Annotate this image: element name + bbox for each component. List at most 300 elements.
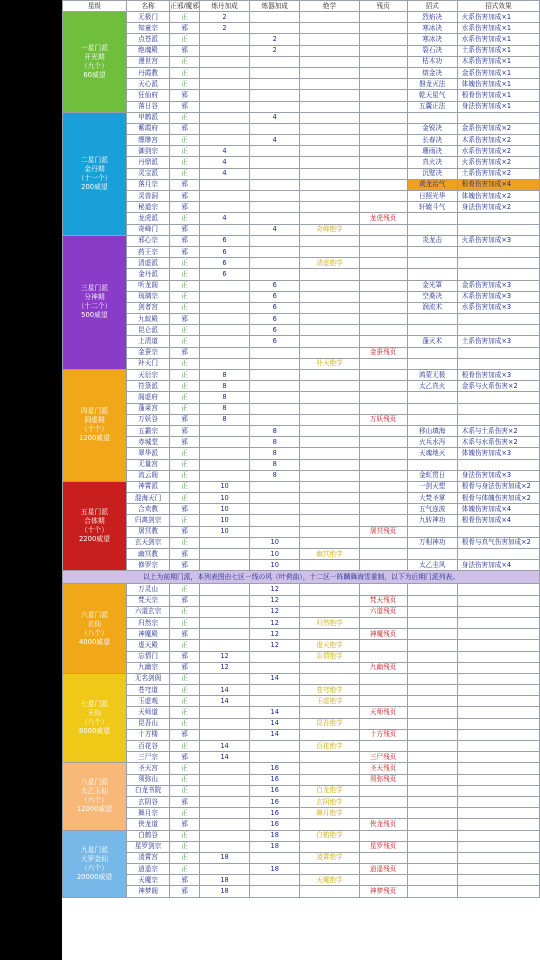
sect-row	[63, 459, 540, 470]
sect-name: 凌霄宫	[126, 852, 169, 863]
technique	[300, 213, 359, 224]
sect-name: 剑者宫	[126, 302, 169, 313]
alchemy-bonus	[199, 830, 249, 841]
alchemy-bonus	[199, 135, 249, 146]
sect-row	[63, 606, 540, 617]
forging-bonus: 18	[250, 864, 300, 875]
technique	[300, 56, 359, 67]
technique	[300, 864, 359, 875]
technique: 归然绝学	[300, 617, 359, 628]
forging-bonus: 8	[250, 470, 300, 481]
move-name	[407, 595, 457, 606]
remnant-page: 金蚕残页	[359, 347, 407, 358]
sect-name: 缥缈宫	[126, 135, 169, 146]
move-name	[407, 875, 457, 886]
move-effect	[457, 414, 539, 425]
remnant-page	[359, 45, 407, 56]
move-name	[407, 819, 457, 830]
move-effect	[457, 651, 539, 662]
sect-row	[63, 246, 540, 257]
sect-row	[63, 425, 540, 436]
alignment: 邪	[170, 191, 200, 202]
move-effect: 体魄伤害加成×3	[457, 448, 539, 459]
forging-bonus	[250, 191, 300, 202]
alignment: 正	[170, 392, 200, 403]
alchemy-bonus	[199, 808, 249, 819]
sect-row	[63, 90, 540, 101]
alignment: 邪	[170, 819, 200, 830]
move-name	[407, 741, 457, 752]
forging-bonus	[250, 381, 300, 392]
alignment: 正	[170, 112, 200, 123]
alignment: 邪	[170, 425, 200, 436]
remnant-page	[359, 246, 407, 257]
technique: 奇峰绝学	[300, 224, 359, 235]
move-effect: 火系伤害加成×2	[457, 157, 539, 168]
alignment: 邪	[170, 224, 200, 235]
alchemy-bonus	[199, 123, 249, 134]
alignment: 邪	[170, 437, 200, 448]
alchemy-bonus: 18	[199, 875, 249, 886]
alchemy-bonus	[199, 459, 249, 470]
move-name: 五气连波	[407, 504, 457, 515]
remnant-page: 六道残页	[359, 606, 407, 617]
tier-label: 大罗金仙	[80, 854, 109, 863]
forging-bonus: 6	[250, 291, 300, 302]
alchemy-bonus	[199, 202, 249, 213]
forging-bonus: 8	[250, 459, 300, 470]
sect-row	[63, 493, 540, 504]
forging-bonus	[250, 123, 300, 134]
alignment: 邪	[170, 729, 200, 740]
forging-bonus: 14	[250, 729, 300, 740]
header-cell: 正邪/魔邪	[170, 1, 199, 10]
move-effect	[457, 595, 539, 606]
alignment: 正	[170, 146, 200, 157]
tier-label: 玄仙	[87, 619, 102, 628]
remnant-page	[359, 808, 407, 819]
sect-name: 万灵山	[126, 584, 169, 595]
tier-label: 二星门派	[80, 155, 109, 164]
move-name	[407, 584, 457, 595]
technique	[300, 325, 359, 336]
alignment: 正	[170, 741, 200, 752]
move-effect	[457, 224, 539, 235]
sect-name: 白鹤谷	[126, 830, 169, 841]
move-effect	[457, 886, 539, 897]
sect-name: 万妖谷	[126, 414, 169, 425]
sect-row	[63, 741, 540, 752]
technique: 清虚绝学	[300, 258, 359, 269]
forging-bonus	[250, 414, 300, 425]
sect-row	[63, 504, 540, 515]
technique	[300, 403, 359, 414]
move-name: 移山填海	[407, 425, 457, 436]
alchemy-bonus	[199, 56, 249, 67]
sect-name: 阁虚府	[126, 392, 169, 403]
move-name	[407, 392, 457, 403]
sect-name: 邪心宗	[126, 235, 169, 246]
remnant-page	[359, 101, 407, 112]
sect-name: 清虚派	[126, 258, 169, 269]
remnant-page: 十方残页	[359, 729, 407, 740]
header-row	[63, 1, 540, 12]
technique	[300, 179, 359, 190]
move-effect: 根骨与体魄伤害加成×2	[457, 493, 539, 504]
remnant-page	[359, 830, 407, 841]
technique	[300, 673, 359, 684]
sect-name: 绝魂殿	[126, 45, 169, 56]
forging-bonus: 6	[250, 325, 300, 336]
move-effect: 木系与土系伤害×2	[457, 425, 539, 436]
alchemy-bonus	[199, 640, 249, 651]
forging-bonus: 14	[250, 673, 300, 684]
sect-name: 补天门	[126, 358, 169, 369]
move-effect: 体魄伤害加成×2	[457, 191, 539, 202]
alchemy-bonus	[199, 45, 249, 56]
sect-name: 神梦阁	[126, 886, 169, 897]
alchemy-bonus: 18	[199, 852, 249, 863]
move-effect	[457, 696, 539, 707]
alignment: 邪	[170, 101, 200, 112]
header-cell: 炼丹加成	[199, 1, 249, 12]
move-effect	[457, 584, 539, 595]
forging-bonus	[250, 101, 300, 112]
technique	[300, 12, 359, 23]
technique	[300, 79, 359, 90]
move-effect	[457, 741, 539, 752]
move-name	[407, 718, 457, 729]
alignment: 正	[170, 213, 200, 224]
remnant-page	[359, 718, 407, 729]
move-effect	[457, 358, 539, 369]
forging-bonus	[250, 370, 300, 381]
alchemy-bonus	[199, 549, 249, 560]
remnant-page	[359, 23, 407, 34]
remnant-page: 逍遥残页	[359, 864, 407, 875]
forging-bonus: 12	[250, 606, 300, 617]
alignment: 正	[170, 79, 200, 90]
alchemy-bonus: 8	[199, 392, 249, 403]
remnant-page: 万妖残页	[359, 414, 407, 425]
technique	[300, 101, 359, 112]
technique	[300, 437, 359, 448]
remnant-page	[359, 459, 407, 470]
forging-bonus	[250, 504, 300, 515]
technique	[300, 414, 359, 425]
alchemy-bonus	[199, 774, 249, 785]
forging-bonus: 8	[250, 437, 300, 448]
header-cell: 名称	[126, 1, 169, 12]
remnant-page: 三尸残页	[359, 752, 407, 763]
alignment: 正	[170, 673, 200, 684]
alignment: 邪	[170, 246, 200, 257]
sect-row	[63, 875, 540, 886]
tier-label: 2200威望	[78, 535, 110, 544]
alchemy-bonus	[199, 448, 249, 459]
remnant-page	[359, 269, 407, 280]
move-effect	[457, 852, 539, 863]
forging-bonus	[250, 213, 300, 224]
sect-name: 药王宗	[126, 246, 169, 257]
technique	[300, 291, 359, 302]
move-effect: 金系伤害加成×1	[457, 67, 539, 78]
move-name	[407, 213, 457, 224]
move-name: 熔金决	[407, 67, 457, 78]
forging-bonus: 12	[250, 629, 300, 640]
sect-row	[63, 291, 540, 302]
forging-bonus: 8	[250, 448, 300, 459]
remnant-page	[359, 336, 407, 347]
technique	[300, 336, 359, 347]
tier-cell	[63, 763, 127, 830]
tier-label: 4000威望	[78, 637, 110, 646]
technique	[300, 45, 359, 56]
sect-row	[63, 79, 540, 90]
alignment: 正	[170, 168, 200, 179]
forging-bonus: 10	[250, 537, 300, 548]
technique	[300, 774, 359, 785]
move-name	[407, 403, 457, 414]
tier-label: 六星门派	[80, 610, 109, 619]
tier-cell	[63, 235, 127, 369]
move-name: 金光罩	[407, 280, 457, 291]
alchemy-bonus: 8	[199, 414, 249, 425]
sect-row	[63, 101, 540, 112]
alignment: 邪	[170, 414, 200, 425]
alignment: 邪	[170, 796, 200, 807]
technique	[300, 23, 359, 34]
sect-row	[63, 886, 540, 897]
move-effect	[457, 246, 539, 257]
move-effect	[457, 213, 539, 224]
sect-name: 天衍宗	[126, 370, 169, 381]
sect-row	[63, 526, 540, 537]
tier-label: （六个）	[80, 863, 109, 872]
forging-bonus	[250, 269, 300, 280]
move-name: 寒冰决	[407, 23, 457, 34]
move-name	[407, 852, 457, 863]
alignment: 邪	[170, 504, 200, 515]
remnant-page	[359, 258, 407, 269]
remnant-page: 侠龙残页	[359, 819, 407, 830]
forging-bonus	[250, 886, 300, 897]
header-cell: 炼器加成	[250, 1, 300, 12]
sect-row	[63, 629, 540, 640]
technique	[300, 504, 359, 515]
move-effect	[457, 325, 539, 336]
remnant-page	[359, 504, 407, 515]
alignment: 正	[170, 370, 200, 381]
sect-name: 天魔宗	[126, 875, 169, 886]
sect-name: 玄阴谷	[126, 796, 169, 807]
move-effect: 金系伤害加成×3	[457, 280, 539, 291]
move-name: 大梵圣掌	[407, 493, 457, 504]
technique	[300, 448, 359, 459]
technique	[300, 729, 359, 740]
remnant-page: 神梦残页	[359, 886, 407, 897]
sect-name: 无极门	[126, 12, 169, 23]
technique	[300, 135, 359, 146]
sect-row	[63, 470, 540, 481]
move-effect	[457, 673, 539, 684]
alchemy-bonus	[199, 34, 249, 45]
alchemy-bonus	[199, 101, 249, 112]
alignment: 正	[170, 135, 200, 146]
tier-label: （十一个）	[77, 173, 112, 182]
alchemy-bonus	[199, 796, 249, 807]
forging-bonus	[250, 179, 300, 190]
remnant-page	[359, 235, 407, 246]
forging-bonus: 14	[250, 718, 300, 729]
remnant-page	[359, 448, 407, 459]
move-name	[407, 864, 457, 875]
remnant-page	[359, 112, 407, 123]
move-effect	[457, 685, 539, 696]
forging-bonus: 16	[250, 763, 300, 774]
move-name: 天魂地灭	[407, 448, 457, 459]
move-effect: 火系伤害加成×1	[457, 12, 539, 23]
alignment: 邪	[170, 595, 200, 606]
move-effect	[457, 606, 539, 617]
sect-row	[63, 414, 540, 425]
technique	[300, 202, 359, 213]
technique	[300, 752, 359, 763]
technique: 忘情绝学	[300, 651, 359, 662]
move-name	[407, 314, 457, 325]
forging-bonus	[250, 146, 300, 157]
alignment: 正	[170, 493, 200, 504]
move-effect: 木系伤害加成×2	[457, 135, 539, 146]
remnant-page	[359, 56, 407, 67]
move-effect	[457, 707, 539, 718]
move-effect	[457, 549, 539, 560]
sect-name: 灵兽洞	[126, 191, 169, 202]
remnant-page	[359, 651, 407, 662]
alchemy-bonus: 10	[199, 504, 249, 515]
remnant-page	[359, 358, 407, 369]
sect-name: 合欢教	[126, 504, 169, 515]
move-effect	[457, 629, 539, 640]
forging-bonus	[250, 79, 300, 90]
alchemy-bonus	[199, 560, 249, 571]
technique	[300, 269, 359, 280]
alignment: 邪	[170, 314, 200, 325]
sect-row	[63, 662, 540, 673]
note-row	[63, 571, 540, 584]
sect-row	[63, 448, 540, 459]
sect-row	[63, 258, 540, 269]
technique	[300, 381, 359, 392]
alignment: 正	[170, 696, 200, 707]
alignment: 邪	[170, 179, 200, 190]
alignment: 正	[170, 336, 200, 347]
move-effect: 根骨伤害加成×4	[457, 179, 539, 190]
move-name: 乾天星气	[407, 90, 457, 101]
forging-bonus	[250, 347, 300, 358]
sect-name: 流云阁	[126, 470, 169, 481]
sect-name: 三尸宗	[126, 752, 169, 763]
forging-bonus	[250, 67, 300, 78]
forging-bonus	[250, 685, 300, 696]
alignment: 正	[170, 606, 200, 617]
sect-row	[63, 179, 540, 190]
tier-cell	[63, 481, 127, 571]
alchemy-bonus: 8	[199, 381, 249, 392]
alchemy-bonus	[199, 537, 249, 548]
forging-bonus: 2	[250, 45, 300, 56]
tier-cell	[63, 830, 127, 897]
move-name: 一剑天塑	[407, 481, 457, 492]
move-name	[407, 785, 457, 796]
alchemy-bonus	[199, 224, 249, 235]
remnant-page	[359, 549, 407, 560]
move-effect: 体魄伤害加成×4	[457, 504, 539, 515]
remnant-page	[359, 852, 407, 863]
sect-name: 六道玄宗	[126, 606, 169, 617]
remnant-page: 神魔残页	[359, 629, 407, 640]
technique	[300, 707, 359, 718]
move-effect	[457, 269, 539, 280]
move-name	[407, 246, 457, 257]
forging-bonus: 4	[250, 224, 300, 235]
technique	[300, 168, 359, 179]
move-name	[407, 224, 457, 235]
sect-name: 灵宝派	[126, 168, 169, 179]
alchemy-bonus	[199, 707, 249, 718]
forging-bonus	[250, 56, 300, 67]
alignment: 正	[170, 291, 200, 302]
remnant-page	[359, 673, 407, 684]
move-effect	[457, 796, 539, 807]
technique	[300, 819, 359, 830]
move-effect: 土系伤害加成×1	[457, 45, 539, 56]
sect-name: 翠华派	[126, 448, 169, 459]
move-name	[407, 685, 457, 696]
alchemy-bonus: 14	[199, 685, 249, 696]
alignment: 正	[170, 808, 200, 819]
sect-name: 点苍派	[126, 34, 169, 45]
tier-label: 200威望	[81, 182, 108, 191]
alignment: 邪	[170, 651, 200, 662]
technique	[300, 302, 359, 313]
forging-bonus: 12	[250, 584, 300, 595]
technique	[300, 280, 359, 291]
technique: 玄阴绝学	[300, 796, 359, 807]
forging-bonus: 4	[250, 135, 300, 146]
alignment: 正	[170, 470, 200, 481]
forging-bonus	[250, 875, 300, 886]
forging-bonus	[250, 852, 300, 863]
tier-label: 三星门派	[80, 284, 109, 293]
sect-name: 甲鹤派	[126, 112, 169, 123]
alignment: 正	[170, 785, 200, 796]
sect-name: 丹鼎派	[126, 157, 169, 168]
forging-bonus: 12	[250, 617, 300, 628]
move-name	[407, 886, 457, 897]
tier-label: 1200威望	[78, 434, 110, 443]
remnant-page	[359, 314, 407, 325]
sect-row	[63, 595, 540, 606]
tier-label: 七星门派	[80, 700, 109, 709]
alchemy-bonus	[199, 79, 249, 90]
alchemy-bonus	[199, 336, 249, 347]
alchemy-bonus	[199, 302, 249, 313]
sect-name: 奇峰门	[126, 224, 169, 235]
sect-row	[63, 23, 540, 34]
move-name: 珊雨决	[407, 146, 457, 157]
remnant-page: 天师残页	[359, 707, 407, 718]
